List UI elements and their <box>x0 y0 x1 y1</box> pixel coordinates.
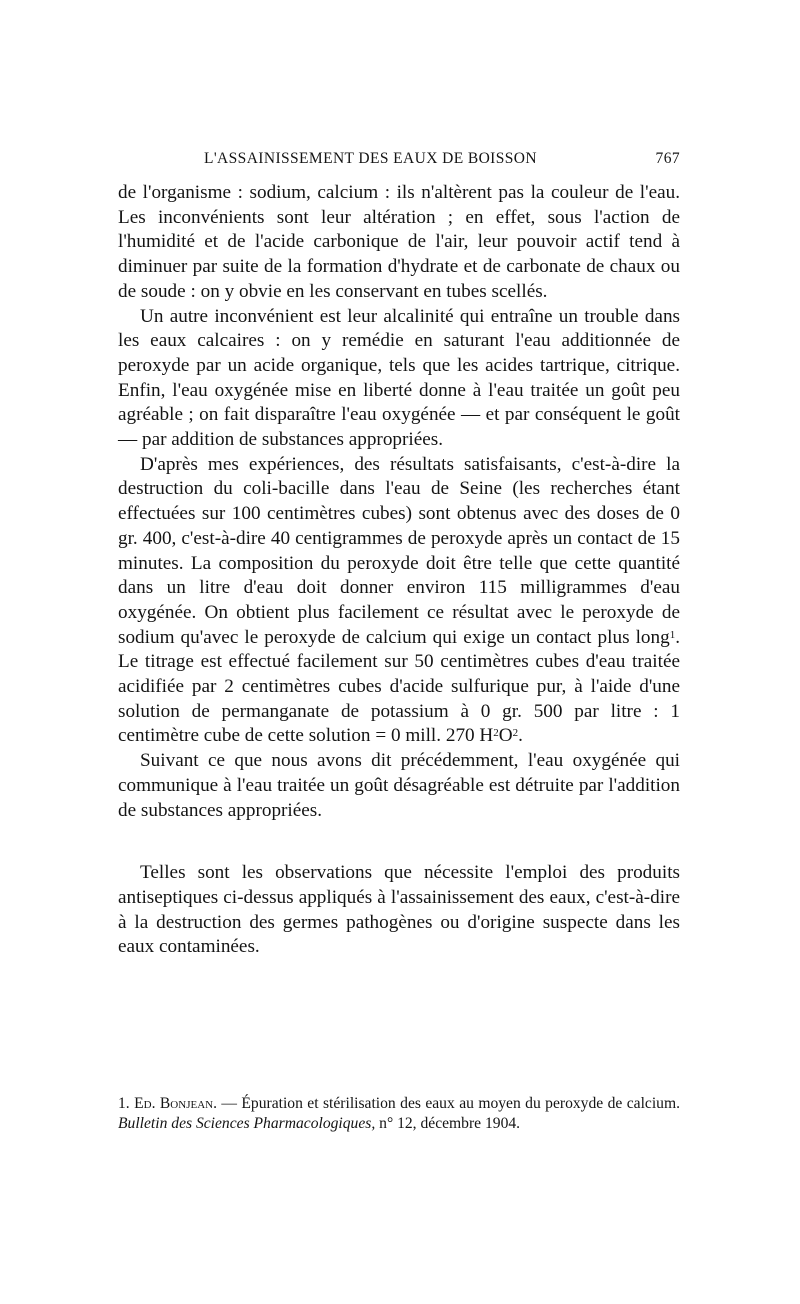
footnote-marker: 1. <box>118 1095 130 1112</box>
running-title: L'ASSAINISSEMENT DES EAUX DE BOISSON <box>204 150 537 167</box>
footnote-reference: 1 <box>669 628 676 641</box>
footnote <box>118 1094 680 1134</box>
body-text <box>118 181 680 960</box>
footnote-text: — Épuration et stérilisation des eaux au moyen du peroxyde de calcium. <box>216 1095 680 1112</box>
paragraph-1: de l'organisme : sodium, calcium : ils n'altèrent pas la couleur de l'eau. Les inconvénients sont leur altération ; en effet, sous l'action de l'humidité et de l'acide carbonique de l'air, leur pouvoir actif tend à diminuer par suite de la formation d'hydrate et de carbonate de chaux ou de soude : on y obvie en les conservant en tubes scellés. <box>118 182 680 302</box>
paragraph-5: Telles sont les observations que nécessite l'emploi des produits antiseptiques ci-dessus appliqués à l'assainissement des eaux, c'est-à-dire à la destruction des germes pathogènes ou d'origine suspecte dans les eaux contaminées. <box>118 862 680 958</box>
paragraph-4: Suivant ce que nous avons dit précédemment, l'eau oxygénée qui communique à l'eau traitée un goût désagréable est détruite par l'addition de substances appropriées. <box>118 750 680 821</box>
footnote-1 <box>118 1094 680 1134</box>
paragraph-2: Un autre inconvénient est leur alcalinité qui entraîne un trouble dans les eaux calcaires : on y remédie en saturant l'eau additionnée de peroxyde par un acide organique, tels que les acides tartrique, citrique. Enfin, l'eau oxygénée mise en liberté donne à l'eau traitée un goût peu agréable ; on fait disparaître l'eau oxygénée — et par conséquent le goût — par addition de substances appropriées. <box>118 305 680 451</box>
page-number: 767 <box>655 150 680 167</box>
formula-index-2: 2 <box>512 727 519 740</box>
paragraph-3-end: . <box>518 725 523 747</box>
formula-oxygen: O <box>498 725 513 747</box>
paragraph-3 <box>118 453 680 749</box>
paragraph-3-text: D'après mes expériences, des résultats satisfaisants, c'est-à-dire la destruction du coli-bacille dans l'eau de Seine (les recherches étant effectuées sur 100 centimètres cubes) sont obtenus avec des doses de 0 gr. 400, c'est-à-dire 40 centigrammes de peroxyde après un contact de 15 minutes. La composition du peroxyde doit être telle que cette quantité dans un litre d'eau doit donner environ 115 milligrammes d'eau oxygénée. On obtient plus facilement ce résultat avec le peroxyde de sodium qu'avec le peroxyde de calcium qui exige un contact plus long <box>118 453 680 648</box>
footnote-author: Ed. Bonjean. <box>134 1095 217 1112</box>
footnote-rest: n° 12, décembre 1904. <box>375 1114 521 1132</box>
running-header <box>118 150 680 174</box>
formula-index-1: 2 <box>493 727 499 740</box>
paragraph-3-continuation: . Le titrage est effectué facilement sur 50 centimètres cubes d'eau traitée acidifiée par 2 centimètres cubes d'acide sulfurique pur, à l'aide d'une solution de permanganate de potassium à 0 gr. 500 par litre : 1 centimètre cube de cette solution = 0 mill. 270 H <box>118 626 680 747</box>
footnote-journal: Bulletin des Sciences Pharmacologiques, <box>118 1114 376 1132</box>
